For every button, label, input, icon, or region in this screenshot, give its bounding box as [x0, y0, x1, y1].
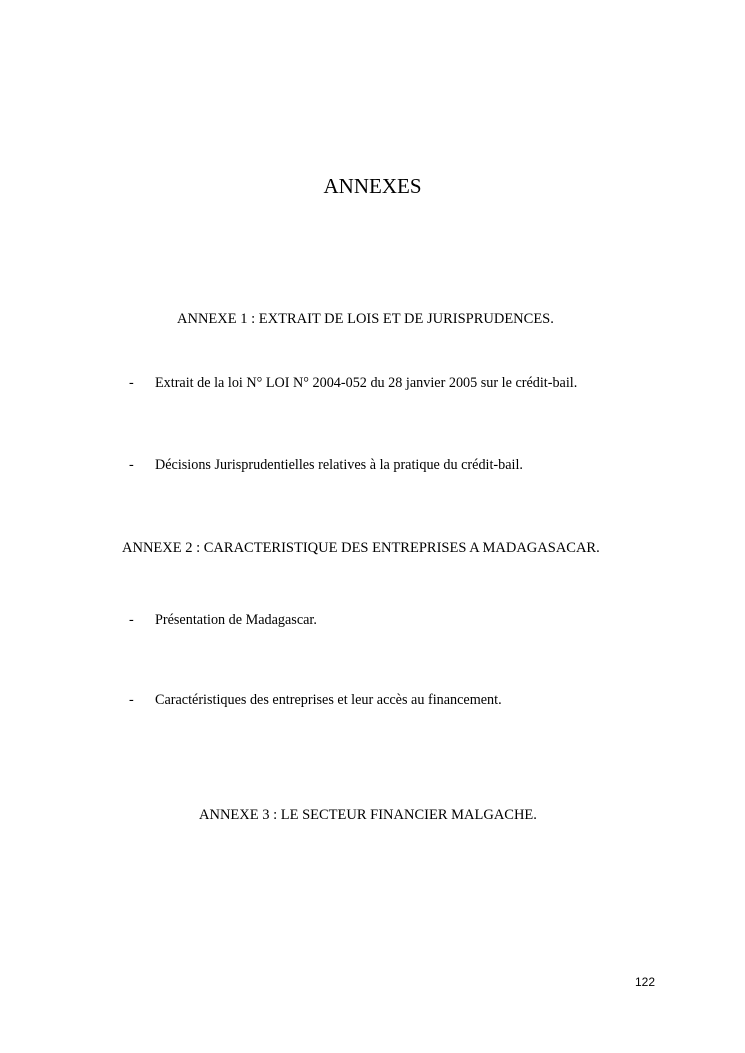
page-number: 122 — [634, 975, 655, 989]
annex-1-heading: ANNEXE 1 : EXTRAIT DE LOIS ET DE JURISPRUDENCES. — [177, 311, 554, 327]
bullet-dash: - — [129, 375, 134, 391]
bullet-dash: - — [129, 612, 134, 628]
annex-3-heading: ANNEXE 3 : LE SECTEUR FINANCIER MALGACHE. — [199, 807, 537, 823]
list-item-text: Décisions Jurisprudentielles relatives à la pratique du crédit-bail. — [155, 457, 523, 473]
list-item-text: Présentation de Madagascar. — [155, 612, 317, 628]
list-item-text: Caractéristiques des entreprises et leur accès au financement. — [155, 692, 502, 708]
page-title: ANNEXES — [323, 174, 422, 198]
bullet-dash: - — [129, 692, 134, 708]
list-item-text: Extrait de la loi N° LOI N° 2004-052 du 28 janvier 2005 sur le crédit-bail. — [155, 375, 578, 391]
bullet-dash: - — [129, 457, 134, 473]
annex-2-heading: ANNEXE 2 : CARACTERISTIQUE DES ENTREPRISES A MADAGASACAR. — [122, 540, 600, 556]
